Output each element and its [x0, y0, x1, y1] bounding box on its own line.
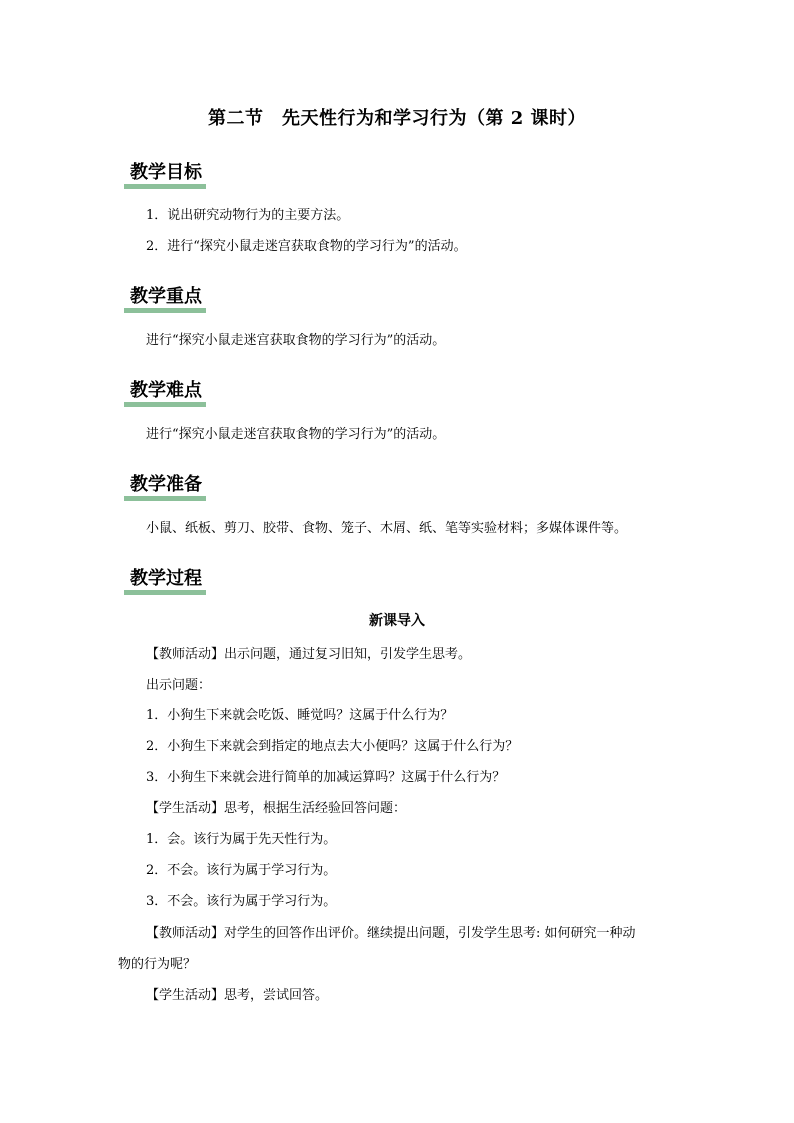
process-line: 3．小狗生下来就会进行简单的加减运算吗？这属于什么行为？: [146, 770, 506, 785]
preparation-text: 小鼠、纸板、剪刀、胶带、食物、笼子、木屑、纸、笔等实验材料；多媒体课件等。: [146, 521, 628, 536]
section-heading-objectives: 教学目标: [124, 162, 206, 189]
process-line-wrap: 物的行为呢？: [118, 957, 197, 972]
difficulties-text: 进行“探究小鼠走迷宫获取食物的学习行为”的活动。: [146, 427, 446, 442]
process-line: 【学生活动】思考，尝试回答。: [146, 988, 329, 1003]
process-line: 1．会。该行为属于先天性行为。: [146, 832, 337, 847]
process-line: 【教师活动】对学生的回答作出评价。继续提出问题，引发学生思考: 如何研究一种动: [146, 926, 636, 941]
key-points-text: 进行“探究小鼠走迷宫获取食物的学习行为”的活动。: [146, 333, 446, 348]
subheading-new-lesson: 新课导入: [369, 613, 425, 629]
process-line: 出示问题：: [146, 678, 212, 693]
process-line: 【教师活动】出示问题，通过复习旧知，引发学生思考。: [146, 647, 472, 662]
process-line: 3．不会。该行为属于学习行为。: [146, 894, 337, 909]
process-line: 【学生活动】思考，根据生活经验回答问题：: [146, 801, 407, 816]
process-line: 2．不会。该行为属于学习行为。: [146, 863, 337, 878]
section-heading-preparation: 教学准备: [124, 474, 206, 501]
process-line: 2．小狗生下来就会到指定的地点去大小便吗？这属于什么行为？: [146, 739, 519, 754]
document-title: 第二节 先天性行为和学习行为（第 2 课时）: [207, 108, 587, 129]
section-heading-difficulties: 教学难点: [124, 380, 206, 407]
objective-item-1: 1．说出研究动物行为的主要方法。: [146, 208, 350, 223]
section-heading-key-points: 教学重点: [124, 286, 206, 313]
section-heading-process: 教学过程: [124, 568, 206, 595]
objective-item-2: 2．进行“探究小鼠走迷宫获取食物的学习行为”的活动。: [146, 239, 467, 254]
process-line: 1．小狗生下来就会吃饭、睡觉吗？这属于什么行为？: [146, 708, 454, 723]
